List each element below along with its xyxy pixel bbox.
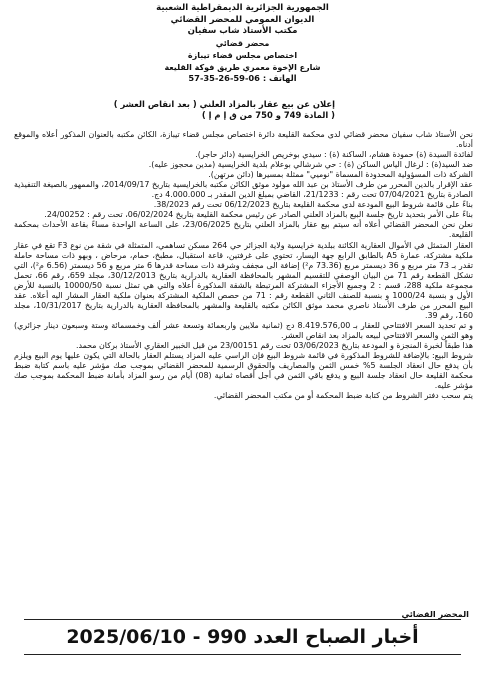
header-address: شارع الإخوة معمري طريق فوكة القليعة	[164, 62, 321, 72]
paragraph-hearing-order: بناءً على الأمر بتحديد تاريخ جلسة البيع بالمزاد العلني الصادر عن رئيس محكمة القليعة بتاريخ 06/02/2024، تحت رقم : 24/00252.	[44, 210, 473, 220]
paragraph-expertise: هذا طبقاً لخبرة المنجزة و المودعة بتاريخ 03/06/2023 تحت رقم 23/00151 من قبل الخبير العقاري الأستاذ بركان محمد.	[75, 340, 473, 350]
paragraph-withdraw-conditions: يتم سحب دفتر الشروط من كتابة ضبط المحكمة أو من مكتب المحضر القضائي.	[213, 391, 473, 401]
paragraph-sale-terms: شروط البيع: بالإضافة للشروط المذكورة في قائمة شروط البيع فإن الراسي عليه المزاد يستلم العقار بالحالة التي يكون عليها يوم البيع ويلزم بأن يدفع حال انعقاد الجلسة 5% خمس الثمن والمصاريف والحقوق الرسمية للمحضر القضائي بموجب صك مؤشر عليه باسم كتابة ضبط محكمة القليعة حال انعقاد جلسة البيع و يدفع باقي الثمن في أجل أقصاه ثمانية (08) أيام من رسو المزاد بأمانة ضبط المحكمة بموجب صك مؤشر عليه.	[14, 351, 473, 391]
paragraph-sale-date: نعلن نحن المحضر القضائي أعلاه أنه سيتم بيع عقار بالمزاد العلني بتاريخ 23/06/2025، على الساعة الواحدة مساءً بقاعة الأحداث بمحكمة القليعة.	[14, 220, 474, 240]
header-phone: الهاتف : 06-59-26-35-57	[188, 73, 297, 84]
notice-title: إعلان عن بيع عقار بالمزاد العلني ( بعد انقاص العشر )	[113, 99, 335, 109]
paragraph-opening-price: و تم تحديد السعر الافتتاحي للعقار بـ 8.419.576,00 دج (ثمانية ملايين واربعمائة وتسعة عشر ألف وخمسمائة وستة وسبعون دينار جزائري) وهو الثمن والسعر الافتتاحي لبيعه بالمزاد بعد انقاص العشر.	[14, 320, 473, 340]
paragraph-debt-deed: عقد الإقرار بالدين المحرر من طرف الأستاذ بن عبد الله مولود موثق الكائن مكتبه بالخرايسية بتاريخ 2014/09/17، والممهور بالصيغة التنفيذية الصادرة بتاريخ 07/04/2021 تحت رقم : 21/1233، القاضي بمبلغ الدين المقدر بـ 4.000.000 دج.	[14, 180, 473, 200]
notice-heading	[114, 99, 335, 121]
header-jurisdiction: اختصاص مجلس قضاء تيبازة	[187, 50, 298, 60]
paragraph-bailiff: نحن الأستاذ شاب سفيان محضر قضائي لدى محكمة القليعة دائرة اختصاص مجلس قضاء تيبازة، الكائن مكتبه بالعنوان المذكور أعلاه والموقع أدناه.	[14, 130, 473, 150]
paragraph-beneficiary: لفائدة السيدة (ة) حمودة هشام، الساكنة (ة) : سيدي بوخريص الخرايسية (دائر حاجر).	[195, 150, 473, 160]
header-republic: الجمهورية الجزائرية الديمقراطية الشعبية	[156, 3, 329, 13]
paragraph-property-description: العقار المتمثل في الأموال العقارية الكائنة ببلدية خرايسية ولاية الجزائر حي 264 مسكن تساهمي، المتمثلة في شقة من نوع F3 تقع في عقار ملكية مشتركة، عمارة A5 بالطابق الرابع جهة اليسار، تحتوي على غرفتين، قاعة استقبال، مطبخ، حمام، مرحاض ، وبهو ذات مساحة حاملة تقدر بـ 73 متر مربع و 36 ديسمتر مربع (73.36 م²) إضافة الى مجفف وشرفة ذات مساحة قدرها 6 متر مربع و 56 ديسمتر (6.56 م²)، التي تشكل القطعة رقم 71 من البيان الوصفي للتقسيم المشهر بالمحافظة العقارية بالدرارية بتاريخ 30/12/2013، مجلد 659، رقم 66، تحمل مجموعة ملكية 288، قسم : 2 وجميع الأجزاء المشتركة المرتبطة بالشقة المذكورة أعلاه والتي هي تمثل نسبة 10000/50 بالنسبة للأرض الأول و بنسبة 1000/24 و بنسبة للصنف الثاني القطعة رقم : 71 من حصص الملكية المشتركة بعنوان ملكية العقار المشار اليه أعلاه. عقد البيع المحرر من طرف الأستاذ ناصري محمد موثق الكائن مكتبه بالقليعة والمشهر بالمحافظة العقارية بالدرارية بتاريخ 10/31/2017، مجلد 160، رقم 39.	[14, 240, 474, 320]
signature: المحضر القضائي	[401, 609, 469, 619]
paragraph-conditions-list: بناءً على قائمة شروط البيع المودعة لدى محكمة القليعة بتاريخ 06/12/2023 تحت رقم 38/2023.	[153, 200, 473, 210]
paragraph-debtor: ضد السيد(ة) : لرغال الياس الساكن (ة) : حي شرشالي بوعلام بلدية الخرايسية (مدين محجوز عليه).	[148, 160, 473, 170]
notice-articles: ( المادة 749 و 750 من ق إ م إ )	[201, 109, 335, 120]
header-profession: محضر قضائي	[215, 39, 270, 49]
header-office: الديوان العمومي للمحضر القضائي	[170, 14, 315, 25]
paragraph-creditor: الشركة ذات المسؤولية المحدودة المسماة "نوميي" ممثلة بمسيرها (دائن مرتهن).	[208, 170, 473, 180]
newspaper-footer: أخبار الصباح العدد 990 - 2025/06/10	[24, 619, 461, 655]
notice-body	[14, 130, 473, 401]
header-bailiff-name: مكتب الأستاذ شاب سفيان	[187, 26, 298, 37]
document-header	[0, 3, 485, 85]
